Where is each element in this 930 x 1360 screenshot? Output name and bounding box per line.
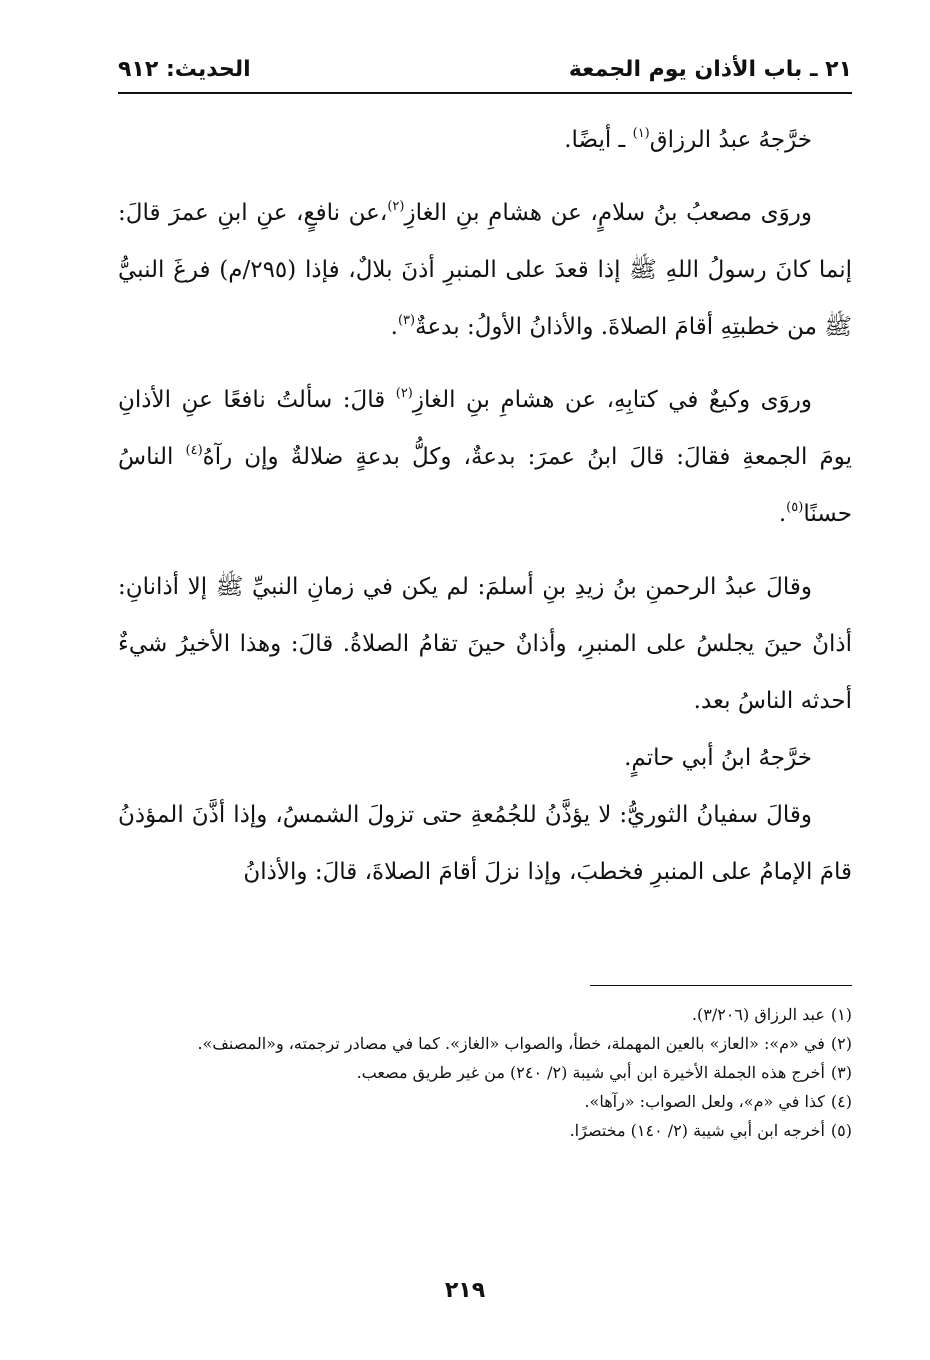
- footnote-4: (٤)كذا في «م»، ولعل الصواب: «رآها».: [584, 1092, 852, 1111]
- footnote-ref-4[interactable]: (٤): [185, 443, 203, 458]
- hadith-number: الحديث: ٩١٢: [118, 57, 251, 82]
- footnote-ref-2b[interactable]: (٢): [395, 386, 413, 401]
- footnote-separator: [590, 985, 852, 986]
- chapter-title: ٢١ ـ باب الأذان يوم الجمعة: [568, 57, 852, 82]
- main-text: [118, 112, 852, 901]
- footnote-ref-2[interactable]: (٢): [387, 199, 405, 214]
- footnote-5: (٥)أخرجه ابن أبي شيبة (٢/ ١٤٠) مختصرًا.: [569, 1121, 852, 1140]
- footnote-3: (٣)أخرج هذه الجملة الأخيرة ابن أبي شيبة (٢/ ٢٤٠) من غير طريق مصعب.: [356, 1063, 852, 1082]
- footnote-2: (٢)في «م»: «العاز» بالعين المهملة، خطأ، والصواب «الغاز». كما في مصادر ترجمته، و«المصنف».: [197, 1034, 852, 1053]
- paragraph-3: وروَى وكيعٌ في كتابِهِ، عن هشامِ بنِ الغازِ$^{(٢)}$ قالَ: سألتُ نافعًا عنِ الأذانِ يومَ الجمعةِ فقالَ: قالَ ابنُ عمرَ: بدعةٌ، وكلُّ بدعةٍ ضلالةٌ وإن رآهُ$^{(٤)}$ الناسُ حسنًا$^{(٥)}$.: [118, 386, 853, 527]
- footnote-1: (١)عبد الرزاق (٣/٢٠٦).: [691, 1005, 852, 1024]
- footnotes: [118, 1000, 852, 1145]
- footnote-ref-1[interactable]: (١): [632, 126, 650, 141]
- paragraph-6: وقالَ سفيانُ الثوريُّ: لا يؤذَّنُ للجُمُعةِ حتى تزولَ الشمسُ، وإذا أذَّنَ المؤذنُ قامَ الإمامُ على المنبرِ فخطبَ، وإذا نزلَ أقامَ الصلاةَ، قالَ: والأذانُ: [118, 802, 852, 885]
- paragraph-5: خرَّجهُ ابنُ أبي حاتمٍ.: [624, 745, 812, 771]
- paragraph-2: وروَى مصعبُ بنُ سلامٍ، عن هشامِ بنِ الغازِ$^{(٢)}$،عن نافعٍ، عنِ ابنِ عمرَ قالَ: إنما كانَ رسولُ اللهِ ﷺ إذا قعدَ على المنبرِ أذنَ بلالٌ، فإذا (٢٩٥/م) فرغَ النبيُّ ﷺ من خطبتِهِ أقامَ الصلاةَ. والأذانُ الأولُ: بدعةٌ$^{(٣)}$.: [118, 199, 852, 340]
- page-number: ٢١٩: [444, 1278, 486, 1303]
- footnote-ref-5[interactable]: (٥): [786, 500, 804, 515]
- running-header: [118, 52, 852, 94]
- footnote-ref-3[interactable]: (٣): [397, 313, 416, 328]
- paragraph-1: خرَّجهُ عبدُ الرزاق$^{(١)}$ ـ أيضًا.: [564, 126, 812, 153]
- paragraph-4: وقالَ عبدُ الرحمنِ بنُ زيدِ بنِ أسلمَ: لم يكن في زمانِ النبيِّ ﷺ إلا أذانانِ: أذانٌ حينَ يجلسُ على المنبرِ، وأذانٌ حينَ تقامُ الصلاةُ. قالَ: وهذا الأخيرُ شيءٌ أحدثه الناسُ بعد.: [118, 574, 852, 714]
